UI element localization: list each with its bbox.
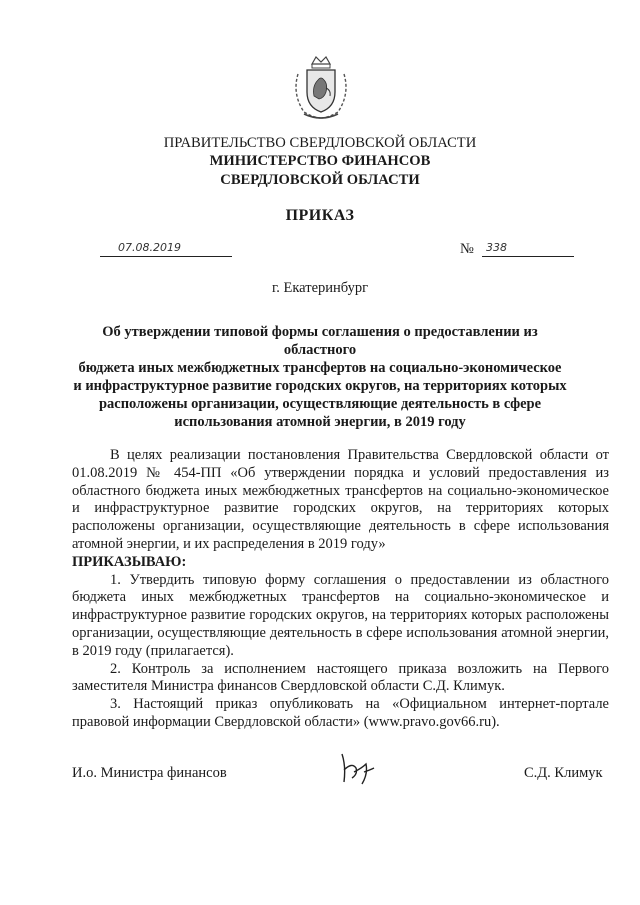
ministry-name-line1: МИНИСТЕРСТВО ФИНАНСОВ [209, 153, 431, 169]
order-item-1: 1. Утвердить типовую форму соглашения о предоставлении из областного бюджета иных межбюджетных трансфертов на социально-экономическое и инфраструктурное развитие городских округов, на территориях которых расположены организации, осуществляющие деятельность в сфере использования атомной энергии, в 2019 году (прилагается). [72, 571, 609, 659]
subject-line: Об утверждении типовой формы соглашения о предоставлении из областного [102, 324, 538, 358]
document-type: ПРИКАЗ [285, 207, 355, 224]
document-date: 07.08.2019 [118, 241, 181, 254]
subject-title [68, 323, 572, 431]
preamble-paragraph: В целях реализации постановления Правительства Свердловской области от 01.08.2019 № 454-ПП «Об утверждении порядка и условий предоставления из областного бюджета иных межбюджетных трансфертов на социально-экономическое и инфраструктурное развитие городских округов, на территориях которых расположены организации, осуществляющие деятельность в сфере использования атомной энергии, и их распределения в 2019 году» [72, 447, 609, 552]
order-item-2: 2. Контроль за исполнением настоящего приказа возложить на Первого заместителя Министра финансов Свердловской области С.Д. Климук. [72, 660, 609, 695]
date-line [100, 256, 232, 257]
city: г. Екатеринбург [271, 280, 369, 296]
subject-line: расположены организации, осуществляющие деятельность в сфере [98, 396, 542, 412]
handwritten-signature [336, 748, 380, 788]
coat-of-arms-emblem [290, 52, 352, 122]
government-name: ПРАВИТЕЛЬСТВО СВЕРДЛОВСКОЙ ОБЛАСТИ [163, 135, 477, 151]
signatory-name: С.Д. Климук [524, 765, 603, 781]
order-word: ПРИКАЗЫВАЮ: [72, 553, 187, 570]
ministry-name-line2: СВЕРДЛОВСКОЙ ОБЛАСТИ [220, 172, 420, 188]
subject-line: использования атомной энергии, в 2019 году [174, 414, 466, 430]
subject-line: бюджета иных межбюджетных трансфертов на социально-экономическое [78, 360, 562, 376]
document-number: 338 [486, 241, 507, 254]
number-label: № [460, 241, 474, 257]
number-line [482, 256, 574, 257]
order-item-3: 3. Настоящий приказ опубликовать на «Официальном интернет-портале правовой информации Свердловской области» (www.pravo.gov66.ru). [72, 696, 609, 730]
subject-line: и инфраструктурное развитие городских округов, на территориях которых [73, 378, 567, 394]
order-body [72, 447, 609, 732]
signatory-position: И.о. Министра финансов [72, 765, 227, 781]
